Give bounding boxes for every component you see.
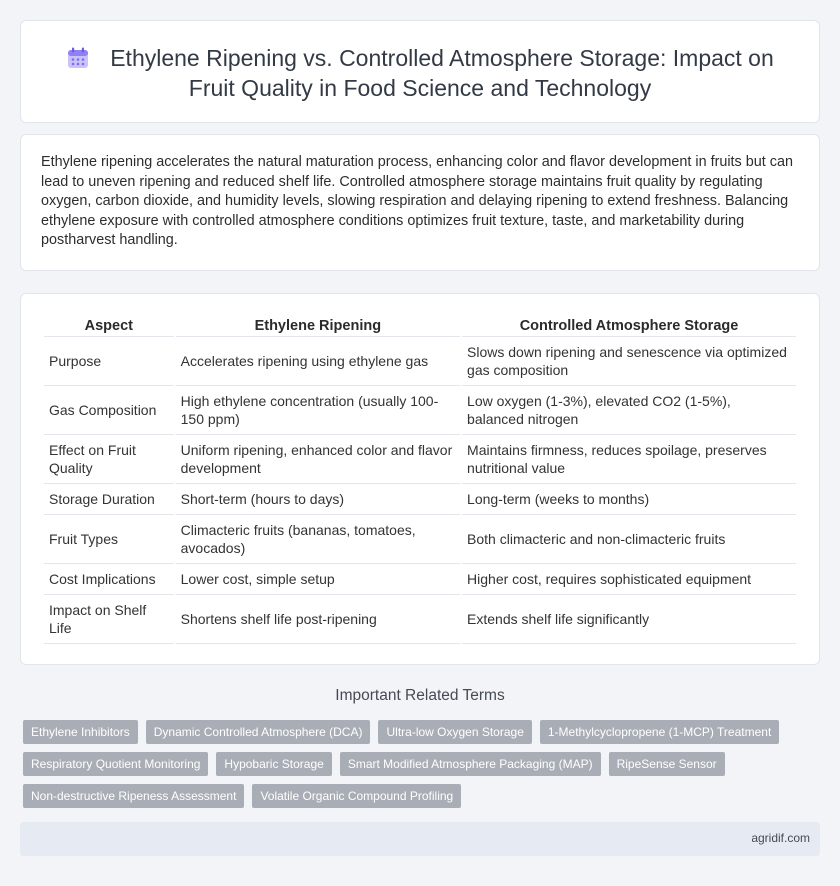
related-term-tag[interactable]: 1-Methylcyclopropene (1-MCP) Treatment xyxy=(540,720,779,744)
table-row xyxy=(44,595,796,644)
table-row xyxy=(44,515,796,564)
row-ethylene: Lower cost, simple setup xyxy=(176,564,460,595)
comparison-table xyxy=(42,314,798,644)
row-ethylene: Climacteric fruits (bananas, tomatoes, avocados) xyxy=(176,515,460,564)
page-header xyxy=(51,43,789,103)
row-controlled-atmosphere: Slows down ripening and senescence via optimized gas composition xyxy=(462,337,796,386)
related-term-tag[interactable]: RipeSense Sensor xyxy=(609,752,725,776)
row-ethylene: Accelerates ripening using ethylene gas xyxy=(176,337,460,386)
related-terms-heading: Important Related Terms xyxy=(335,687,505,704)
row-ethylene: Short-term (hours to days) xyxy=(176,484,460,515)
calendar-icon xyxy=(66,46,90,70)
header-ethylene: Ethylene Ripening xyxy=(176,314,460,337)
row-aspect: Effect on Fruit Quality xyxy=(44,435,174,484)
row-controlled-atmosphere: Long-term (weeks to months) xyxy=(462,484,796,515)
row-ethylene: Uniform ripening, enhanced color and flavor development xyxy=(176,435,460,484)
related-term-tag[interactable]: Non-destructive Ripeness Assessment xyxy=(23,784,244,808)
header-aspect: Aspect xyxy=(44,314,174,337)
table-row xyxy=(44,386,796,435)
footer-site-link[interactable]: agridif.com xyxy=(751,831,810,845)
row-aspect: Gas Composition xyxy=(44,386,174,435)
row-controlled-atmosphere: Both climacteric and non-climacteric fruits xyxy=(462,515,796,564)
related-terms-list xyxy=(23,720,803,808)
related-term-tag[interactable]: Respiratory Quotient Monitoring xyxy=(23,752,208,776)
row-controlled-atmosphere: Low oxygen (1-3%), elevated CO2 (1-5%), balanced nitrogen xyxy=(462,386,796,435)
table-row xyxy=(44,337,796,386)
page-title xyxy=(66,45,774,101)
row-ethylene: Shortens shelf life post-ripening xyxy=(176,595,460,644)
intro-card xyxy=(20,134,820,271)
row-aspect: Cost Implications xyxy=(44,564,174,595)
related-term-tag[interactable]: Ethylene Inhibitors xyxy=(23,720,138,744)
related-term-tag[interactable]: Volatile Organic Compound Profiling xyxy=(252,784,461,808)
row-ethylene: High ethylene concentration (usually 100-150 ppm) xyxy=(176,386,460,435)
related-term-tag[interactable]: Ultra-low Oxygen Storage xyxy=(378,720,531,744)
table-row xyxy=(44,484,796,515)
comparison-card xyxy=(20,293,820,665)
table-header-row xyxy=(44,314,796,337)
related-term-tag[interactable]: Smart Modified Atmosphere Packaging (MAP) xyxy=(340,752,601,776)
table-row xyxy=(44,564,796,595)
intro-paragraph: Ethylene ripening accelerates the natural maturation process, enhancing color and flavor development in fruits but can lead to uneven ripening and reduced shelf life. Controlled atmosphere storage maintains fruit quality by regulating oxygen, carbon dioxide, and humidity levels, slowing respiration and delaying ripening to extend freshness. Balancing ethylene exposure with controlled atmosphere conditions optimizes fruit texture, taste, and marketability during postharvest handling. xyxy=(41,154,793,248)
row-controlled-atmosphere: Extends shelf life significantly xyxy=(462,595,796,644)
page-title-text: Ethylene Ripening vs. Controlled Atmosphere Storage: Impact on Fruit Quality in Food Science and Technology xyxy=(110,45,774,101)
row-controlled-atmosphere: Higher cost, requires sophisticated equipment xyxy=(462,564,796,595)
header-controlled-atmosphere: Controlled Atmosphere Storage xyxy=(462,314,796,337)
footer-bar xyxy=(20,822,820,856)
row-aspect: Storage Duration xyxy=(44,484,174,515)
related-term-tag[interactable]: Dynamic Controlled Atmosphere (DCA) xyxy=(146,720,371,744)
row-aspect: Fruit Types xyxy=(44,515,174,564)
related-term-tag[interactable]: Hypobaric Storage xyxy=(216,752,331,776)
table-row xyxy=(44,435,796,484)
title-card xyxy=(20,20,820,123)
row-controlled-atmosphere: Maintains firmness, reduces spoilage, preserves nutritional value xyxy=(462,435,796,484)
row-aspect: Impact on Shelf Life xyxy=(44,595,174,644)
row-aspect: Purpose xyxy=(44,337,174,386)
